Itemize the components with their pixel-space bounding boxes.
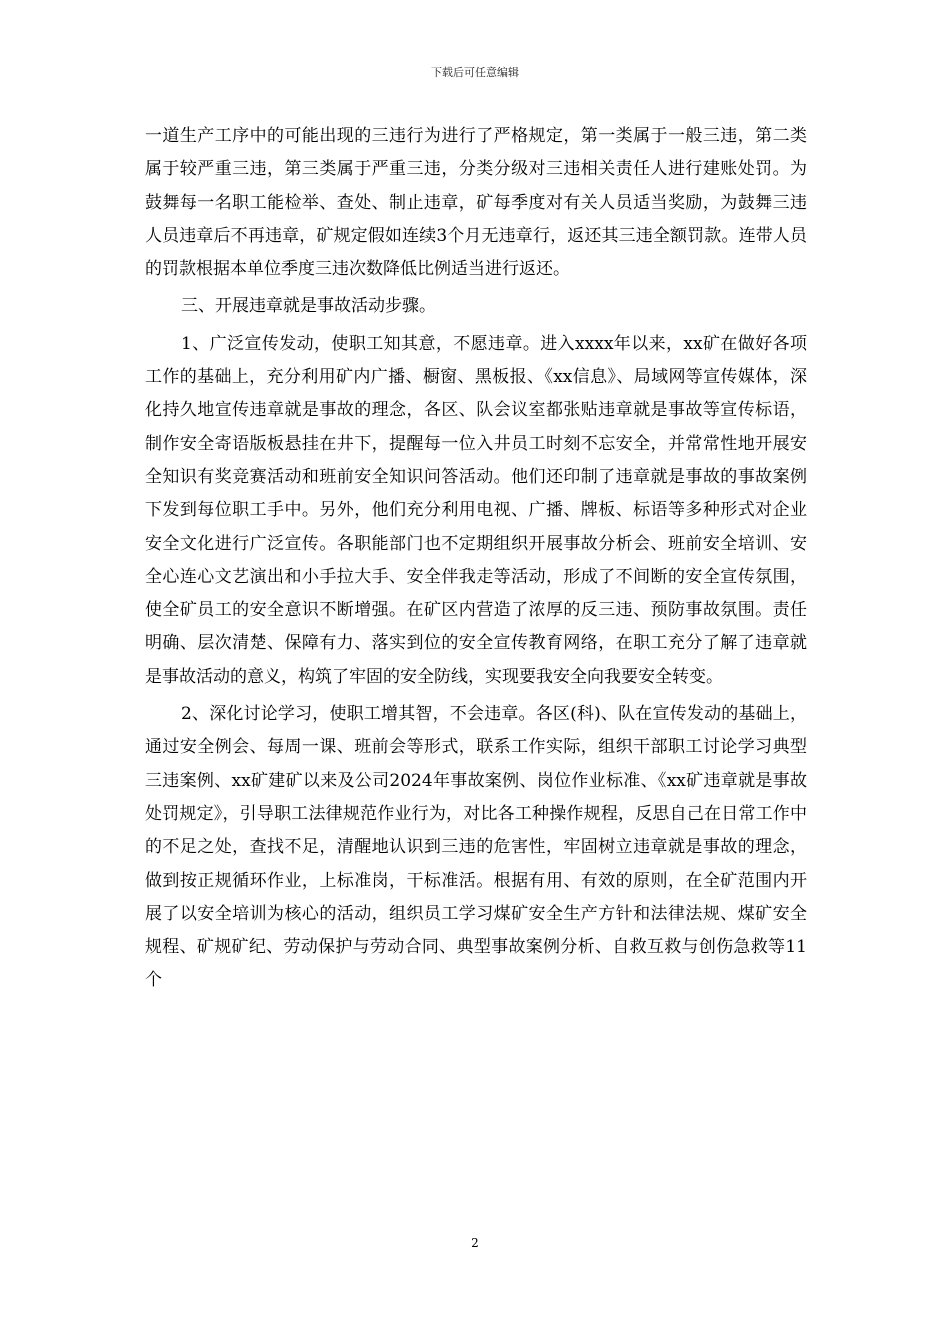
page-number: 2 (471, 1236, 479, 1250)
section-heading-3: 三、开展违章就是事故活动步骤。 (181, 296, 436, 317)
paragraph-item-1: 1、广泛宣传发动，使职工知其意，不愿违章。进入xxxx年以来，xx矿在做好各项工作的基础上，充分利用矿内广播、橱窗、黑板报、《xx信息》、局域网等宣传媒体，深化持久地宣传违章就是事故的理念，各区、队会议室都张贴违章就是事故等宣传标语，制作安全寄语版板悬挂在井下，提醒每一位入井员工时刻不忘安全，并常常性地开展安全知识有奖竞赛活动和班前安全知识问答活动。他们还印制了违章就是事故的事故案例下发到每位职工手中。另外，他们充分利用电视、广播、牌板、标语等多种形式对企业安全文化进行广泛宣传。各职能部门也不定期组织开展事故分析会、班前安全培训、安全心连心文艺演出和小手拉大手、安全伴我走等活动，形成了不间断的安全宣传氛围，使全矿员工的安全意识不断增强。在矿区内营造了浓厚的反三违、预防事故氛围。责任明确、层次清楚、保障有力、落实到位的安全宣传教育网络，在职工充分了解了违章就是事故活动的意义，构筑了牢固的安全防线，实现要我安全向我要安全转变。 (145, 333, 807, 687)
page-header: 下载后可任意编辑 (431, 66, 519, 79)
paragraph-continuation: 一道生产工序中的可能出现的三违行为进行了严格规定，第一类属于一般三违，第二类属于较严重三违，第三类属于严重三违，分类分级对三违相关责任人进行建账处罚。为鼓舞每一名职工能检举、查处、制止违章，矿每季度对有关人员适当奖励，为鼓舞三违人员违章后不再违章，矿规定假如连续3个月无违章行，返还其三违全额罚款。连带人员的罚款根据本单位季度三违次数降低比例适当进行返还。 (145, 126, 807, 280)
document-body (145, 120, 807, 1002)
paragraph-item-2: 2、深化讨论学习，使职工增其智，不会违章。各区(科)、队在宣传发动的基础上，通过安全例会、每周一课、班前会等形式，联系工作实际，组织干部职工讨论学习典型三违案例、xx矿建矿以来及公司2024年事故案例、岗位作业标准、《xx矿违章就是事故处罚规定》，引导职工法律规范作业行为，对比各工种操作规程，反思自己在日常工作中的不足之处，查找不足，清醒地认识到三违的危害性，牢固树立违章就是事故的理念，做到按正规循环作业，上标准岗，干标准活。根据有用、有效的原则，在全矿范围内开展了以安全培训为核心的活动，组织员工学习煤矿安全生产方针和法律法规、煤矿安全规程、矿规矿纪、劳动保护与劳动合同、典型事故案例分析、自救互救与创伤急救等11个 (145, 704, 807, 991)
